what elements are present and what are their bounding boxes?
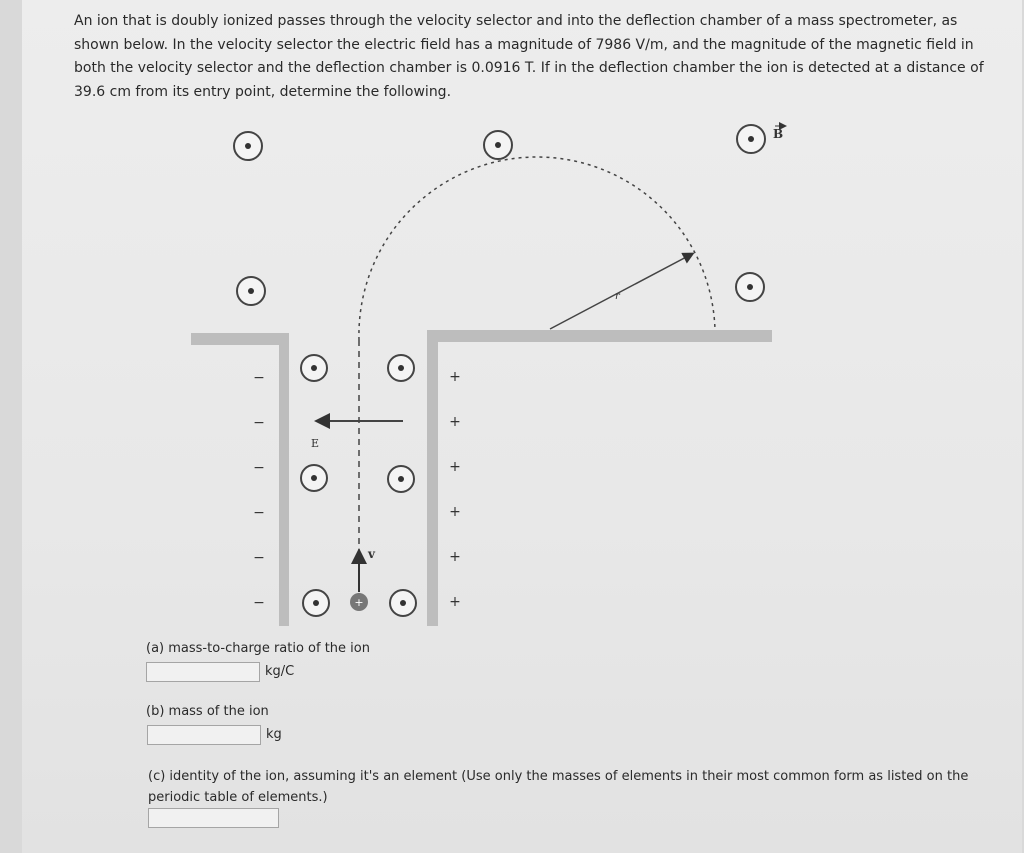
b-field-label: B — [773, 127, 784, 141]
negative-plate-top — [191, 333, 288, 345]
part-b-answer-input[interactable] — [147, 725, 261, 745]
part-b-unit: kg — [266, 727, 282, 742]
minus-sign: − — [253, 550, 265, 566]
plus-sign: + — [449, 459, 461, 475]
minus-sign: − — [253, 505, 265, 521]
minus-sign: − — [253, 460, 265, 476]
part-c-answer-input[interactable] — [148, 808, 279, 828]
plus-sign: + — [449, 504, 461, 520]
part-c-label: (c) identity of the ion, assuming it's an element (Use only the masses of elements in their most common form as listed on the periodic table of elements.) — [148, 769, 969, 805]
negative-charges — [253, 370, 265, 611]
minus-sign: − — [253, 595, 265, 611]
plus-sign: + — [449, 414, 461, 430]
e-field-label: E — [311, 437, 320, 450]
plus-sign: + — [449, 594, 461, 610]
part-b-label: (b) mass of the ion — [146, 704, 269, 719]
problem-statement: An ion that is doubly ionized passes through the velocity selector and into the deflection chamber of a mass spectrometer, as shown below. In the velocity selector the electric field has a magnitude of 7986 V/m, and the magnitude of the magnetic field in both the velocity selector and the deflection chamber is 0.0916 T. If in the deflection chamber the ion is detected at a distance of 39.6 cm from its entry point, determine the following. — [74, 13, 984, 100]
part-a-unit: kg/C — [265, 664, 295, 679]
negative-plate — [279, 333, 289, 626]
part-a-answer-input[interactable] — [146, 662, 260, 682]
plus-sign: + — [449, 369, 461, 385]
radius-line — [550, 254, 692, 329]
ion-path-semicircle — [359, 157, 715, 340]
positive-charges — [449, 369, 461, 610]
minus-sign: − — [253, 370, 265, 386]
ion-charge-sign: + — [354, 596, 364, 609]
positive-plate — [427, 330, 438, 626]
plus-sign: + — [449, 549, 461, 565]
velocity-label: v — [368, 547, 375, 561]
radius-label: r — [615, 291, 620, 302]
minus-sign: − — [253, 415, 265, 431]
part-a-label: (a) mass-to-charge ratio of the ion — [146, 641, 370, 656]
deflection-chamber-floor — [427, 330, 772, 342]
